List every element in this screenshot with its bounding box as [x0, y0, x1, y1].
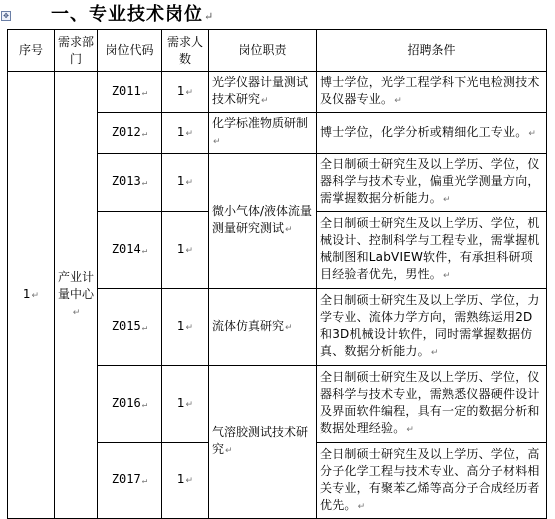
code-cell: Z013↵	[98, 154, 162, 212]
positions-table	[7, 29, 547, 519]
requirement-cell: 博士学位，光学工程学科下光电检测技术及仪器专业。↵	[317, 72, 547, 113]
table-anchor-icon[interactable]: ✥	[1, 11, 11, 21]
code-cell: Z016↵	[98, 366, 162, 443]
requirement-cell: 全日制硕士研究生及以上学历、学位，高分子化学工程与技术专业、高分子材料相关专业，有聚苯乙烯等高分子合成经历者优先。↵	[317, 443, 547, 519]
count-cell: 1↵	[162, 113, 209, 154]
col-header-count: 需求人数	[162, 30, 209, 72]
duty-cell: 气溶胶测试技术研究↵	[209, 366, 317, 519]
header-row	[8, 30, 547, 72]
col-header-code: 岗位代码	[98, 30, 162, 72]
col-header-no: 序号	[8, 30, 55, 72]
count-cell: 1↵	[162, 72, 209, 113]
paragraph-mark-icon: ↵	[204, 10, 215, 23]
count-cell: 1↵	[162, 154, 209, 212]
code-cell: Z011↵	[98, 72, 162, 113]
col-header-department: 需求部门	[55, 30, 98, 72]
requirement-cell: 博士学位，化学分析或精细化工专业。↵	[317, 113, 547, 154]
requirement-cell: 全日制硕士研究生及以上学历、学位，力学专业、流体力学方向，需熟练运用2D和3D机械设计软件，同时需掌握数据仿真、数据分析能力。↵	[317, 289, 547, 366]
col-header-duty: 岗位职责	[209, 30, 317, 72]
section-title: 一、专业技术岗位↵	[51, 4, 215, 25]
code-cell: Z014↵	[98, 212, 162, 289]
duty-cell: 微小气体/液体流量测量研究测试↵	[209, 154, 317, 289]
count-cell: 1↵	[162, 212, 209, 289]
duty-cell: 流体仿真研究↵	[209, 289, 317, 366]
requirement-cell: 全日制硕士研究生及以上学历、学位，机械设计、控制科学与工程专业，需掌握机械制图和LabVIEW软件，有承担科研项目经验者优先，男性。↵	[317, 212, 547, 289]
duty-cell: 化学标准物质研制↵	[209, 113, 317, 154]
code-cell: Z012↵	[98, 113, 162, 154]
code-cell: Z015↵	[98, 289, 162, 366]
count-cell: 1↵	[162, 289, 209, 366]
requirement-cell: 全日制硕士研究生及以上学历、学位，仪器科学与技术专业，偏重光学测量方向，需掌握数据分析能力。↵	[317, 154, 547, 212]
department-cell: 产业计量中心↵	[55, 72, 98, 519]
count-cell: 1↵	[162, 443, 209, 519]
code-cell: Z017↵	[98, 443, 162, 519]
duty-cell: 光学仪器计量测试技术研究↵	[209, 72, 317, 113]
group-no-cell: 1↵	[8, 72, 55, 519]
table-row	[8, 72, 547, 113]
requirement-cell: 全日制硕士研究生及以上学历、学位，仪器科学与技术专业，需熟悉仪器硬件设计及界面软件编程，具有一定的数据分析和数据处理经验。↵	[317, 366, 547, 443]
count-cell: 1↵	[162, 366, 209, 443]
col-header-requirement: 招聘条件	[317, 30, 547, 72]
